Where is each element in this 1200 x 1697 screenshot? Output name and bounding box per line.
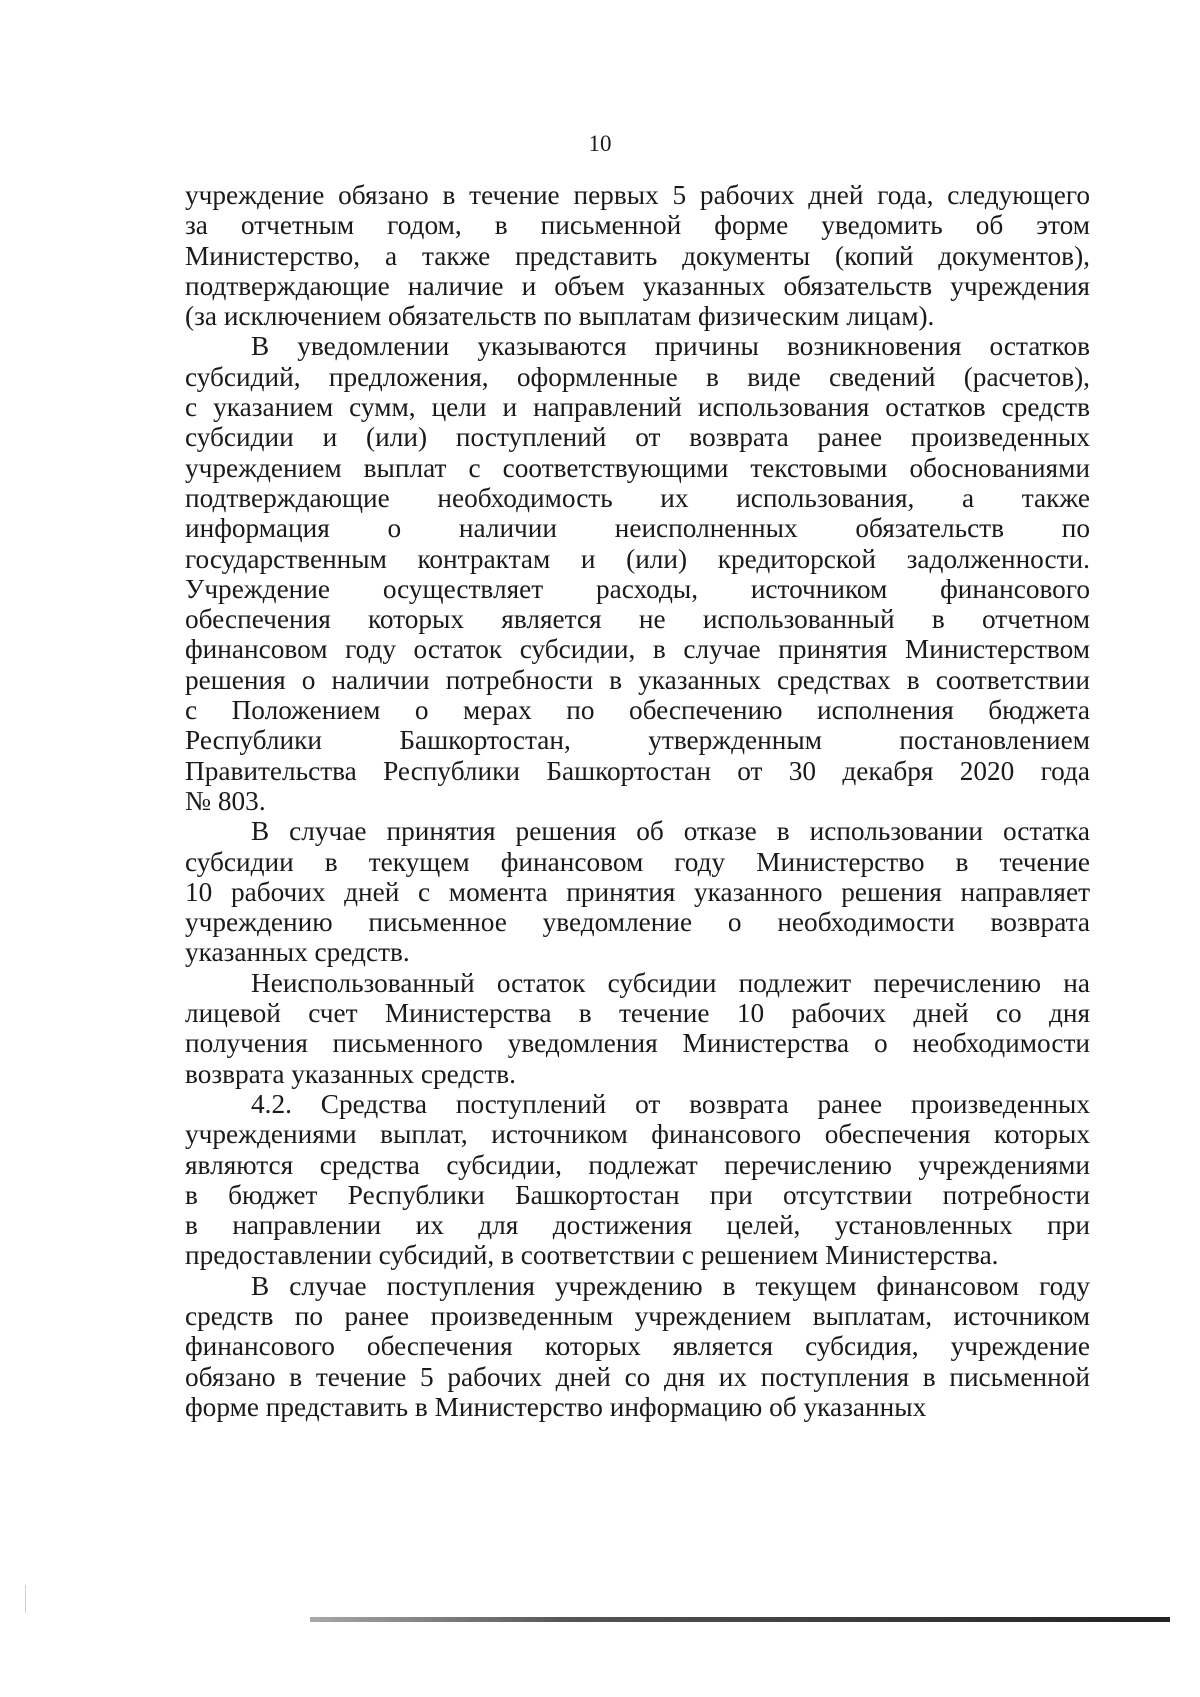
text-line: субсидий, предложения, оформленные в виде сведений (расчетов), (185, 361, 1090, 392)
text-line: финансовом году остаток субсидии, в случае принятия Министерством (185, 634, 1090, 665)
paragraph-refusal (185, 816, 1090, 967)
text-line: Неиспользованный остаток субсидии подлежит перечислению на (251, 967, 1090, 998)
text-line: учреждение обязано в течение первых 5 рабочих дней года, следующего (185, 180, 1090, 210)
text-line: средств по ранее произведенным учреждением выплатам, источником (185, 1300, 1090, 1331)
text-line: В случае поступления учреждению в текущем финансовом году (251, 1270, 1090, 1301)
text-line: субсидии в текущем финансовом году Министерство в течение (185, 846, 1090, 877)
text-line: субсидии и (или) поступлений от возврата ранее произведенных (185, 422, 1090, 453)
text-line: указанных средств. (185, 937, 410, 968)
text-line: за отчетным годом, в письменной форме уведомить об этом (185, 210, 1090, 241)
text-line: В уведомлении указываются причины возникновения остатков (251, 331, 1090, 362)
text-line: Правительства Республики Башкортостан от 30 декабря 2020 года (185, 755, 1090, 786)
bottom-scan-rule (310, 1617, 1170, 1622)
text-line: с указанием сумм, цели и направлений использования остатков средств (185, 392, 1090, 423)
text-line: в направлении их для достижения целей, установленных при (185, 1210, 1090, 1241)
paragraph-receipts (185, 1271, 1090, 1422)
text-line: № 803. (185, 785, 266, 816)
text-line: Республики Башкортостан, утвержденным постановлением (185, 725, 1090, 756)
text-line: являются средства субсидии, подлежат перечислению учреждениями (185, 1149, 1090, 1180)
text-line: информация о наличии неисполненных обязательств по (185, 513, 1090, 544)
text-line: Учреждение осуществляет расходы, источником финансового (185, 573, 1090, 604)
text-line: В случае принятия решения об отказе в использовании остатка (251, 816, 1090, 847)
text-line: государственным контрактам и (или) кредиторской задолженности. (185, 543, 1090, 574)
text-line: учреждению письменное уведомление о необходимости возврата (185, 907, 1090, 938)
paragraph-notification (185, 331, 1090, 816)
text-line: лицевой счет Министерства в течение 10 рабочих дней со дня (185, 998, 1090, 1029)
text-line: подтверждающие наличие и объем указанных обязательств учреждения (185, 270, 1090, 301)
text-line: форме представить в Министерство информацию об указанных (185, 1391, 927, 1422)
text-line: 10 рабочих дней с момента принятия указанного решения направляет (185, 876, 1090, 907)
text-line: в бюджет Республики Башкортостан при отсутствии потребности (185, 1179, 1090, 1210)
text-line: обеспечения которых является не использованный в отчетном (185, 604, 1090, 635)
text-line: финансового обеспечения которых является субсидия, учреждение (185, 1331, 1090, 1362)
paragraph-section-4-2 (185, 1089, 1090, 1271)
text-line: получения письменного уведомления Министерства о необходимости (185, 1028, 1090, 1059)
scan-edge-mark (25, 1585, 26, 1613)
text-line: 4.2. Средства поступлений от возврата ранее произведенных (251, 1088, 1090, 1119)
text-line: (за исключением обязательств по выплатам физическим лицам). (185, 301, 935, 332)
text-line: возврата указанных средств. (185, 1058, 516, 1089)
text-line: с Положением о мерах по обеспечению исполнения бюджета (185, 695, 1090, 726)
document-body (185, 180, 1090, 1422)
text-line: решения о наличии потребности в указанных средствах в соответствии (185, 664, 1090, 695)
text-line: Министерство, а также представить документы (копий документов), (185, 240, 1090, 271)
page-number: 10 (588, 131, 612, 156)
text-line: учреждениями выплат, источником финансового обеспечения которых (185, 1119, 1090, 1150)
paragraph-continuation (185, 180, 1090, 331)
paragraph-unused-balance (185, 968, 1090, 1089)
text-line: подтверждающие необходимость их использования, а также (185, 482, 1090, 513)
text-line: учреждением выплат с соответствующими текстовыми обоснованиями (185, 452, 1090, 483)
text-line: предоставлении субсидий, в соответствии с решением Министерства. (185, 1240, 999, 1271)
text-line: обязано в течение 5 рабочих дней со дня их поступления в письменной (185, 1361, 1090, 1392)
